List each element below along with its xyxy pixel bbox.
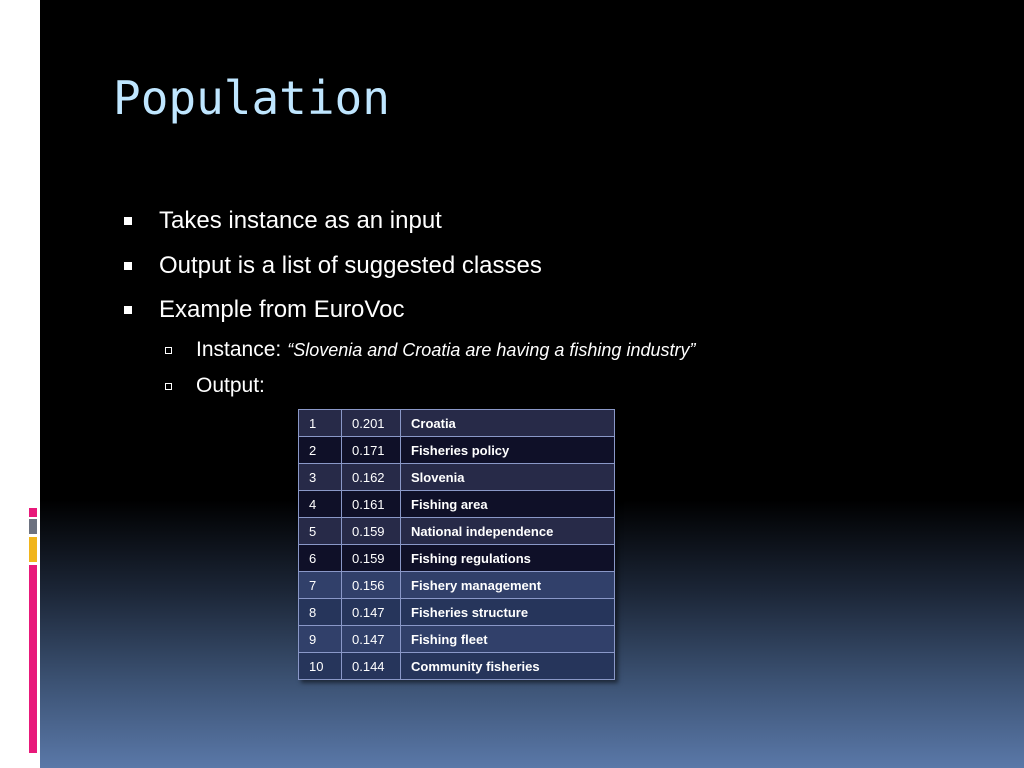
accent-bar-pink-small — [29, 508, 37, 517]
slide-title: Population — [113, 71, 390, 125]
bullet-text: Output is a list of suggested classes — [159, 252, 542, 279]
score-cell: 0.156 — [342, 572, 401, 599]
output-label: Output: — [196, 374, 265, 397]
class-label-cell: Fisheries structure — [401, 599, 615, 626]
rank-cell: 9 — [299, 626, 342, 653]
bullet-text: Takes instance as an input — [159, 207, 442, 234]
table-row — [299, 572, 615, 599]
results-table — [298, 409, 615, 680]
square-bullet-icon — [124, 262, 132, 270]
class-label-cell: Fishery management — [401, 572, 615, 599]
rank-cell: 2 — [299, 437, 342, 464]
bullet-text: Example from EuroVoc — [159, 296, 405, 323]
class-label-cell: Fishing area — [401, 491, 615, 518]
rank-cell: 1 — [299, 410, 342, 437]
table-row — [299, 491, 615, 518]
class-label-cell: Community fisheries — [401, 653, 615, 680]
rank-cell: 4 — [299, 491, 342, 518]
rank-cell: 7 — [299, 572, 342, 599]
square-bullet-icon — [124, 217, 132, 225]
table-row — [299, 410, 615, 437]
score-cell: 0.201 — [342, 410, 401, 437]
table-row — [299, 653, 615, 680]
accent-bar-gray — [29, 519, 37, 534]
rank-cell: 3 — [299, 464, 342, 491]
class-label-cell: Fishing regulations — [401, 545, 615, 572]
accent-bar-yellow — [29, 537, 37, 562]
score-cell: 0.144 — [342, 653, 401, 680]
table-row — [299, 545, 615, 572]
table-row — [299, 599, 615, 626]
score-cell: 0.147 — [342, 626, 401, 653]
rank-cell: 5 — [299, 518, 342, 545]
rank-cell: 6 — [299, 545, 342, 572]
score-cell: 0.161 — [342, 491, 401, 518]
score-cell: 0.162 — [342, 464, 401, 491]
rank-cell: 10 — [299, 653, 342, 680]
class-label-cell: Slovenia — [401, 464, 615, 491]
score-cell: 0.159 — [342, 518, 401, 545]
class-label-cell: Fisheries policy — [401, 437, 615, 464]
rank-cell: 8 — [299, 599, 342, 626]
instance-quote: “Slovenia and Croatia are having a fishing industry” — [287, 340, 696, 360]
square-bullet-icon — [124, 306, 132, 314]
table-row — [299, 437, 615, 464]
table-row — [299, 626, 615, 653]
class-label-cell: Croatia — [401, 410, 615, 437]
hollow-square-bullet-icon — [165, 383, 172, 390]
hollow-square-bullet-icon — [165, 347, 172, 354]
table-row — [299, 464, 615, 491]
score-cell: 0.147 — [342, 599, 401, 626]
score-cell: 0.171 — [342, 437, 401, 464]
table-row — [299, 518, 615, 545]
accent-bar-pink-long — [29, 565, 37, 753]
class-label-cell: Fishing fleet — [401, 626, 615, 653]
score-cell: 0.159 — [342, 545, 401, 572]
class-label-cell: National independence — [401, 518, 615, 545]
instance-label: Instance: — [196, 338, 282, 361]
